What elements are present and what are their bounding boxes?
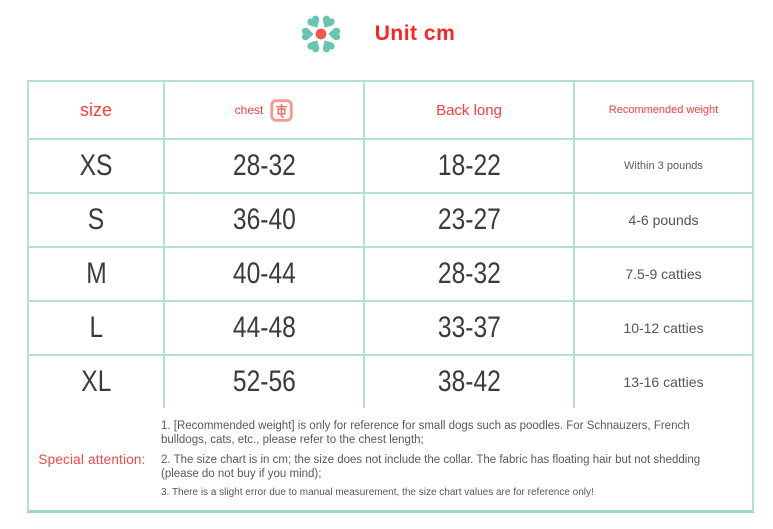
back-long-cell: 38-42 bbox=[365, 356, 575, 408]
chest-girth-stamp-icon bbox=[270, 99, 293, 122]
chest-header-label: chest bbox=[234, 103, 264, 117]
table-row bbox=[29, 194, 752, 248]
size-cell: L bbox=[29, 302, 165, 354]
column-header-recommended-weight: Recommended weight bbox=[608, 104, 719, 116]
notes-row bbox=[29, 408, 752, 510]
table-row bbox=[29, 302, 752, 356]
table-body bbox=[29, 140, 752, 408]
table-row bbox=[29, 248, 752, 302]
column-header-size: size bbox=[29, 82, 165, 138]
size-table bbox=[27, 80, 754, 513]
back-long-cell: 18-22 bbox=[365, 140, 575, 192]
page-header bbox=[0, 0, 764, 62]
flower-icon bbox=[300, 12, 342, 56]
size-cell: M bbox=[29, 248, 165, 300]
size-cell: XL bbox=[29, 356, 165, 408]
weight-cell: 13-16 catties bbox=[623, 374, 704, 390]
size-cell: XS bbox=[29, 140, 165, 192]
weight-cell: 7.5-9 catties bbox=[625, 266, 702, 282]
notes-list bbox=[155, 408, 752, 510]
note-item: 1. [Recommended weight] is only for reference for small dogs such as poodles. For Schnauzers, French bulldogs, cats, etc., please refer to the chest length; bbox=[161, 420, 690, 447]
column-header-back-long: Back long bbox=[365, 82, 575, 138]
note-item: 3. There is a slight error due to manual measurement, the size chart values are for reference only! bbox=[161, 486, 594, 498]
weight-cell: Within 3 pounds bbox=[624, 160, 703, 172]
table-header-row bbox=[29, 82, 752, 140]
back-long-cell: 33-37 bbox=[365, 302, 575, 354]
note-item: 2. The size chart is in cm; the size does not include the collar. The fabric has floating hair but not shedding (please do not buy if you mind); bbox=[161, 453, 701, 481]
weight-cell: 10-12 catties bbox=[623, 320, 704, 336]
size-cell: S bbox=[29, 194, 165, 246]
chest-cell: 44-48 bbox=[165, 302, 365, 354]
back-long-cell: 23-27 bbox=[365, 194, 575, 246]
unit-label: Unit cm bbox=[374, 22, 456, 45]
table-row bbox=[29, 356, 752, 408]
back-long-cell: 28-32 bbox=[365, 248, 575, 300]
weight-cell: 4-6 pounds bbox=[628, 212, 699, 228]
column-header-chest bbox=[165, 82, 365, 138]
chest-cell: 52-56 bbox=[165, 356, 365, 408]
special-attention-label: Special attention: bbox=[38, 451, 146, 467]
chest-cell: 28-32 bbox=[165, 140, 365, 192]
chest-cell: 36-40 bbox=[165, 194, 365, 246]
chest-cell: 40-44 bbox=[165, 248, 365, 300]
table-row bbox=[29, 140, 752, 194]
